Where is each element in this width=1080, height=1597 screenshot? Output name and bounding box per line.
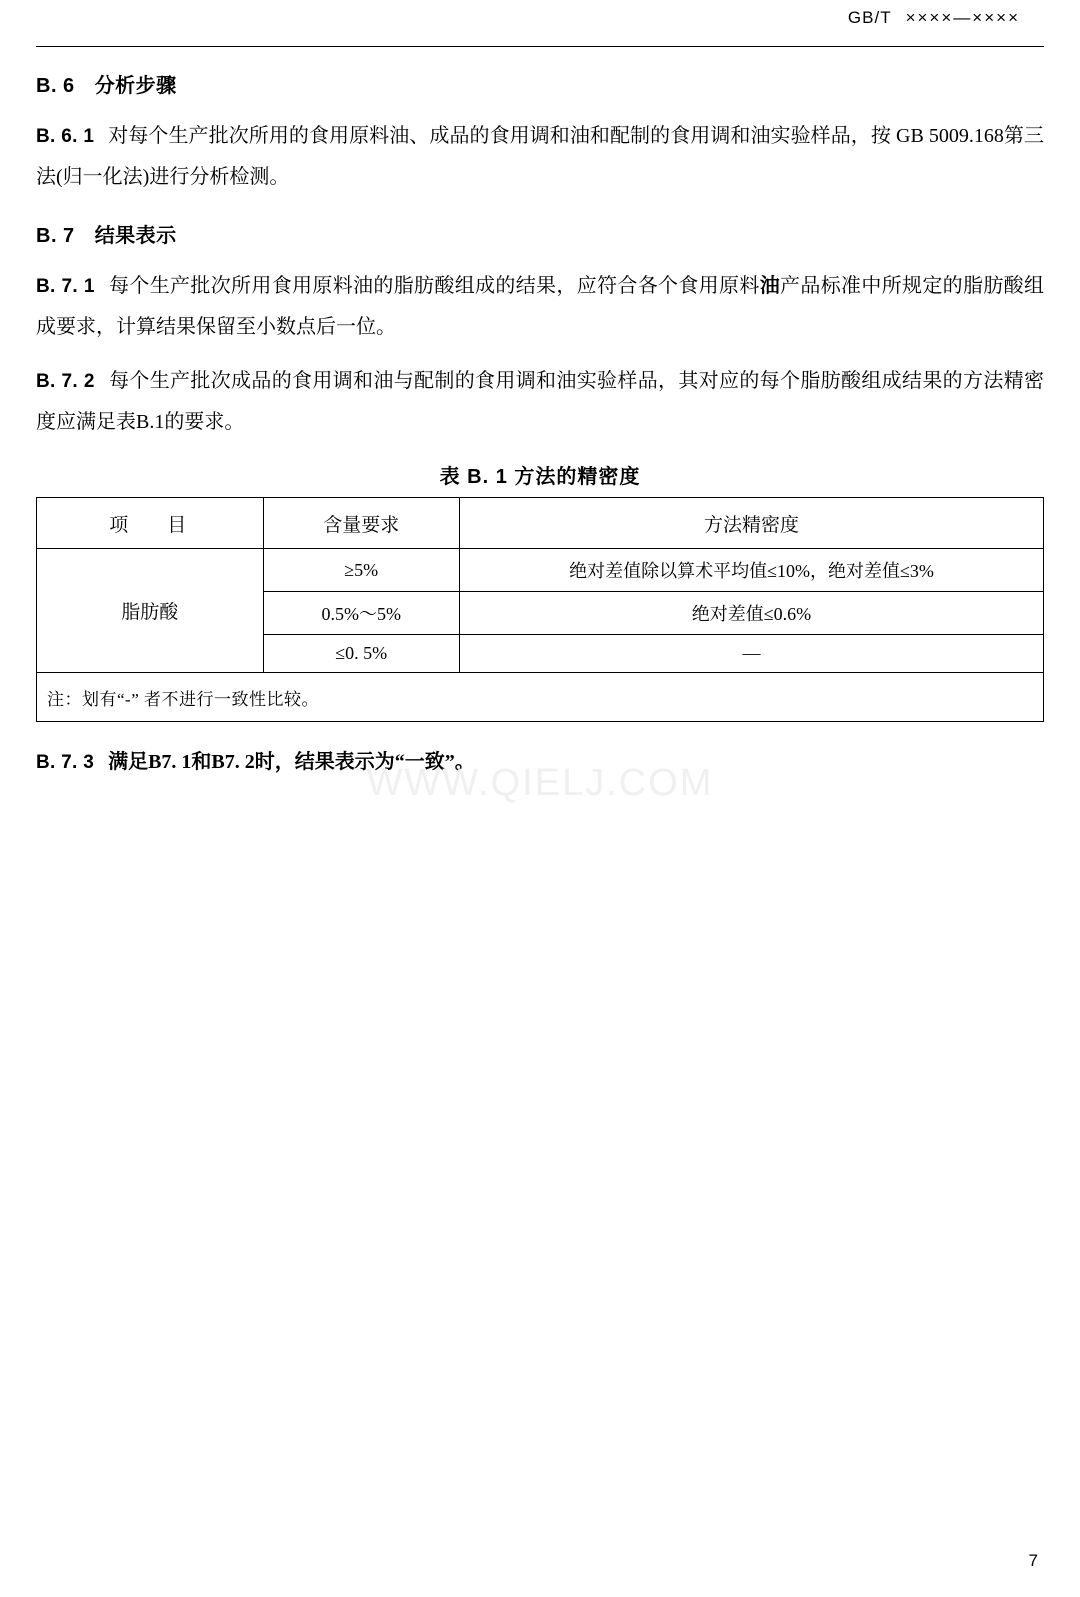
- table-cell-precision-0: 绝对差值除以算术平均值≤10%，绝对差值≤3%: [459, 549, 1043, 592]
- paragraph-text-b71-bold: 油: [759, 275, 781, 297]
- standard-number: ××××—××××: [905, 8, 1020, 27]
- paragraph-b61: [36, 116, 1044, 197]
- table-cell-content-1: 0.5%～5%: [263, 592, 459, 635]
- section-heading-b6: [36, 69, 1044, 98]
- table-caption: 表 B. 1 方法的精密度: [439, 466, 641, 488]
- page-number: 7: [1028, 1551, 1038, 1570]
- paragraph-b73: [36, 742, 1044, 783]
- section-heading-b7: [36, 219, 1044, 248]
- table-cell-precision-2: —: [459, 635, 1043, 673]
- table-header-item: 项 目: [37, 498, 264, 549]
- section-title-b7: 结果表示: [94, 225, 177, 247]
- table-note-row: [37, 673, 1044, 722]
- paragraph-label-b73: B. 7. 3: [36, 752, 95, 773]
- table-header-precision: 方法精密度: [459, 498, 1043, 549]
- paragraph-b72: [36, 361, 1044, 442]
- paragraph-text-b71-b: 产品标准中所规定的脂肪酸组成要求，计算结果保留至小数点后一位。: [36, 275, 1045, 338]
- paragraph-label-b61: B. 6. 1: [36, 126, 95, 147]
- table-header-row: [37, 498, 1044, 549]
- paragraph-text-b61: 对每个生产批次所用的食用原料油、成品的食用调和油和配制的食用调和油实验样品，按 GB 5009.168第三法(归一化法)进行分析检测。: [36, 125, 1044, 188]
- table-cell-item-name: 脂肪酸: [37, 549, 264, 673]
- header-standard-id: [848, 8, 1020, 28]
- table-cell-content-0: ≥5%: [263, 549, 459, 592]
- table-header-content: 含量要求: [263, 498, 459, 549]
- table-cell-precision-1: 绝对差值≤0.6%: [459, 592, 1043, 635]
- table-note: 注：划有“-” 者不进行一致性比较。: [37, 673, 1044, 722]
- paragraph-text-b73: 满足B7. 1和B7. 2时，结果表示为“一致”。: [108, 751, 475, 773]
- table-row: [37, 549, 1044, 592]
- header-rule: [36, 46, 1044, 47]
- standard-code: GB/T: [847, 8, 892, 27]
- section-number-b6: B. 6: [36, 75, 75, 97]
- paragraph-b71: [36, 266, 1044, 347]
- paragraph-label-b72: B. 7. 2: [36, 371, 95, 392]
- paragraph-text-b72: 每个生产批次成品的食用调和油与配制的食用调和油实验样品，其对应的每个脂肪酸组成结果的方法精密度应满足表B.1的要求。: [36, 370, 1044, 433]
- paragraph-label-b71: B. 7. 1: [36, 276, 95, 297]
- table-cell-content-2: ≤0. 5%: [263, 635, 459, 673]
- precision-table: [36, 497, 1044, 722]
- section-number-b7: B. 7: [36, 225, 75, 247]
- paragraph-text-b71-a: 每个生产批次所用食用原料油的脂肪酸组成的结果，应符合各个食用原料: [108, 275, 760, 297]
- page-header: [36, 0, 1044, 46]
- watermark: WWW.QIELJ.COM: [366, 762, 714, 804]
- section-title-b6: 分析步骤: [94, 75, 177, 97]
